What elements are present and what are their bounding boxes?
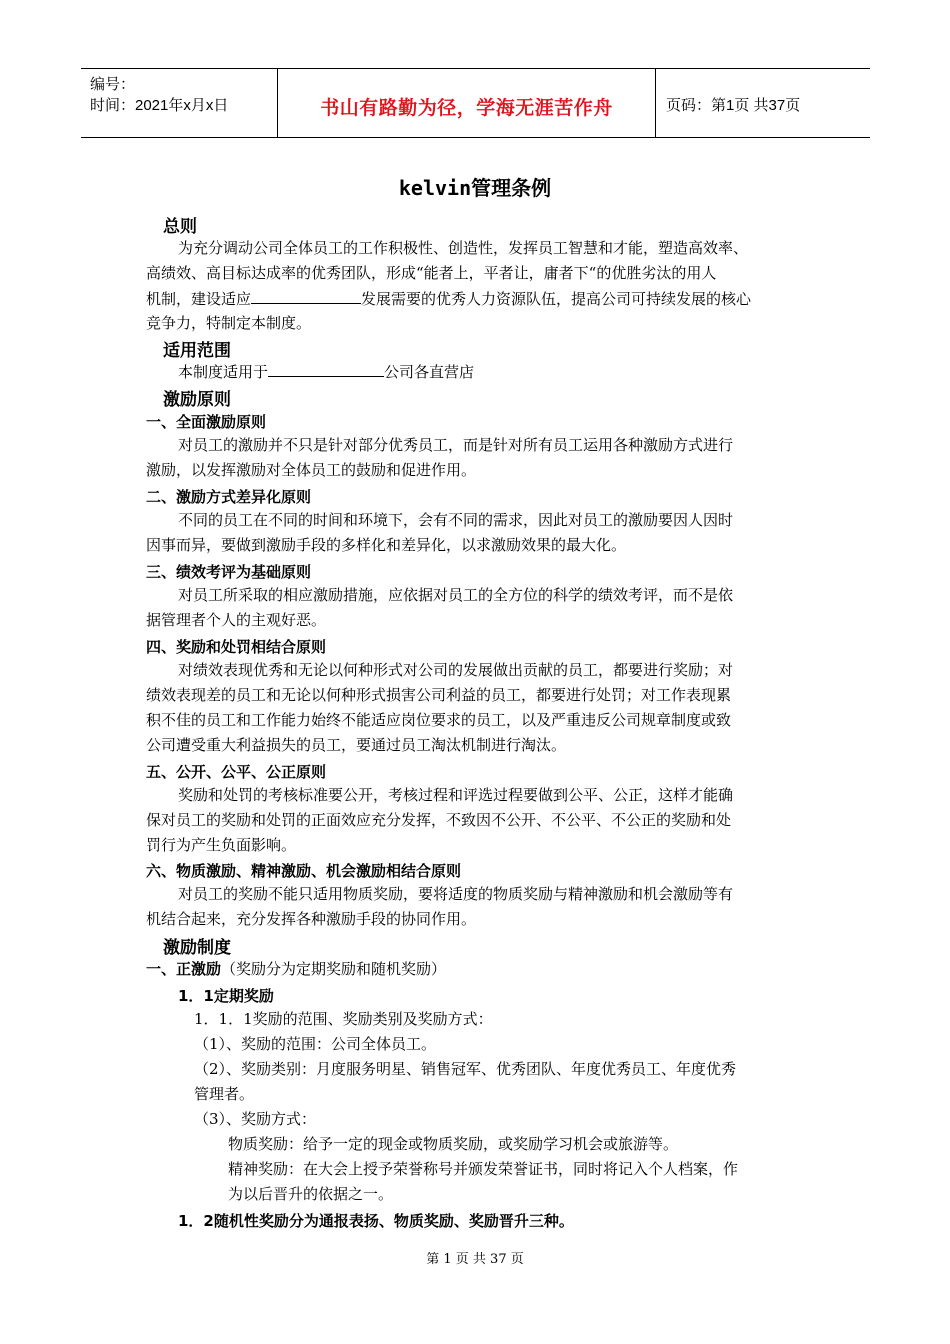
subsection-title: 一、正激励（奖励分为定期奖励和随机奖励） bbox=[146, 960, 447, 978]
paragraph-line: 高绩效、高目标达成率的优秀团队，形成“能者上，平者让，庸者下“的优胜劣汰的用人 bbox=[146, 264, 717, 282]
paragraph-line: 物质奖励：给予一定的现金或物质奖励，或奖励学习机会或旅游等。 bbox=[228, 1135, 679, 1153]
document-title: kelvin管理条例 bbox=[398, 176, 552, 200]
paragraph-line: 对绩效表现优秀和无论以何种形式对公司的发展做出贡献的员工，都要进行奖励；对 bbox=[178, 661, 734, 679]
date-label: 时间：2021年x月x日 bbox=[90, 97, 229, 114]
header-right-cell bbox=[656, 69, 870, 137]
paragraph-line: 对员工的奖励不能只适用物质奖励，要将适度的物质奖励与精神激励和机会激励等有 bbox=[178, 885, 734, 903]
paragraph-line: 为以后晋升的依据之一。 bbox=[228, 1185, 394, 1203]
section-heading-system: 激励制度 bbox=[163, 938, 231, 958]
header-center-cell bbox=[278, 69, 656, 137]
paragraph-line: 保对员工的奖励和处罚的正面效应充分发挥，不致因不公开、不公平、不公正的奖励和处 bbox=[146, 811, 732, 829]
page-footer: 第 1 页 共 37 页 bbox=[426, 1252, 524, 1267]
list-item: 管理者。 bbox=[194, 1085, 255, 1103]
paragraph-line: 据管理者个人的主观好恶。 bbox=[146, 611, 327, 629]
paragraph-line: 机制，建设适应 发展需要的优秀人力资源队伍，提高公司可持续发展的核心 bbox=[146, 290, 752, 308]
list-item: （1）、奖励的范围：公司全体员工。 bbox=[194, 1035, 437, 1053]
list-item: （2）、奖励类别：月度服务明星、销售冠军、优秀团队、年度优秀员工、年度优秀 bbox=[194, 1060, 737, 1078]
paragraph-line: 精神奖励：在大会上授予荣誉称号并颁发荣誉证书，同时将记入个人档案，作 bbox=[228, 1160, 739, 1178]
subsection-title: 六、物质激励、精神激励、机会激励相结合原则 bbox=[146, 862, 462, 880]
section-heading-general: 总则 bbox=[163, 217, 197, 237]
section-heading-scope: 适用范围 bbox=[163, 341, 231, 361]
paragraph-line: 奖励和处罚的考核标准要公开，考核过程和评选过程要做到公平、公正，这样才能确 bbox=[178, 786, 734, 804]
page-header bbox=[81, 68, 870, 138]
page-number-label: 页码：第1页 共37页 bbox=[666, 97, 801, 114]
fill-in-blank bbox=[268, 361, 384, 377]
subsection-title: 四、奖励和处罚相结合原则 bbox=[146, 638, 327, 656]
header-left-cell bbox=[81, 69, 278, 137]
paragraph-line: 机结合起来，充分发挥各种激励手段的协同作用。 bbox=[146, 910, 477, 928]
paragraph-line: 因事而异，要做到激励手段的多样化和差异化，以求激励效果的最大化。 bbox=[146, 536, 627, 554]
paragraph-line: 1．1．1奖励的范围、奖励类别及奖励方式： bbox=[194, 1010, 493, 1028]
paragraph-line: 为充分调动公司全体员工的工作积极性、创造性，发挥员工智慧和才能，塑造高效率、 bbox=[178, 239, 749, 257]
subsection-title: 一、全面激励原则 bbox=[146, 413, 267, 431]
section-heading-principles: 激励原则 bbox=[163, 390, 231, 410]
paragraph-line: 公司遭受重大利益损失的员工，要通过员工淘汰机制进行淘汰。 bbox=[146, 736, 567, 754]
paragraph-line: 绩效表现差的员工和无论以何种形式损害公司利益的员工，都要进行处罚；对工作表现累 bbox=[146, 686, 732, 704]
subsection-title: 五、公开、公平、公正原则 bbox=[146, 763, 327, 781]
subsection-title: 1．2随机性奖励分为通报表扬、物质奖励、奖励晋升三种。 bbox=[178, 1212, 574, 1230]
header-motto: 书山有路勤为径，学海无涯苦作舟 bbox=[320, 97, 613, 119]
fill-in-blank bbox=[251, 288, 361, 304]
serial-number-label: 编号： bbox=[90, 76, 136, 93]
list-item: （3）、奖励方式： bbox=[194, 1110, 317, 1128]
paragraph-line: 对员工所采取的相应激励措施，应依据对员工的全方位的科学的绩效考评，而不是依 bbox=[178, 586, 734, 604]
paragraph-line: 激励，以发挥激励对全体员工的鼓励和促进作用。 bbox=[146, 461, 477, 479]
subsection-title: 1．1定期奖励 bbox=[178, 987, 274, 1005]
paragraph-line: 本制度适用于 公司各直营店 bbox=[178, 363, 475, 381]
paragraph-line: 对员工的激励并不只是针对部分优秀员工，而是针对所有员工运用各种激励方式进行 bbox=[178, 436, 734, 454]
paragraph-line: 竞争力，特制定本制度。 bbox=[146, 314, 312, 332]
paragraph-line: 积不佳的员工和工作能力始终不能适应岗位要求的员工，以及严重违反公司规章制度或致 bbox=[146, 711, 732, 729]
subsection-title: 三、绩效考评为基础原则 bbox=[146, 563, 312, 581]
subsection-title: 二、激励方式差异化原则 bbox=[146, 488, 312, 506]
paragraph-line: 罚行为产生负面影响。 bbox=[146, 836, 297, 854]
paragraph-line: 不同的员工在不同的时间和环境下，会有不同的需求，因此对员工的激励要因人因时 bbox=[178, 511, 734, 529]
